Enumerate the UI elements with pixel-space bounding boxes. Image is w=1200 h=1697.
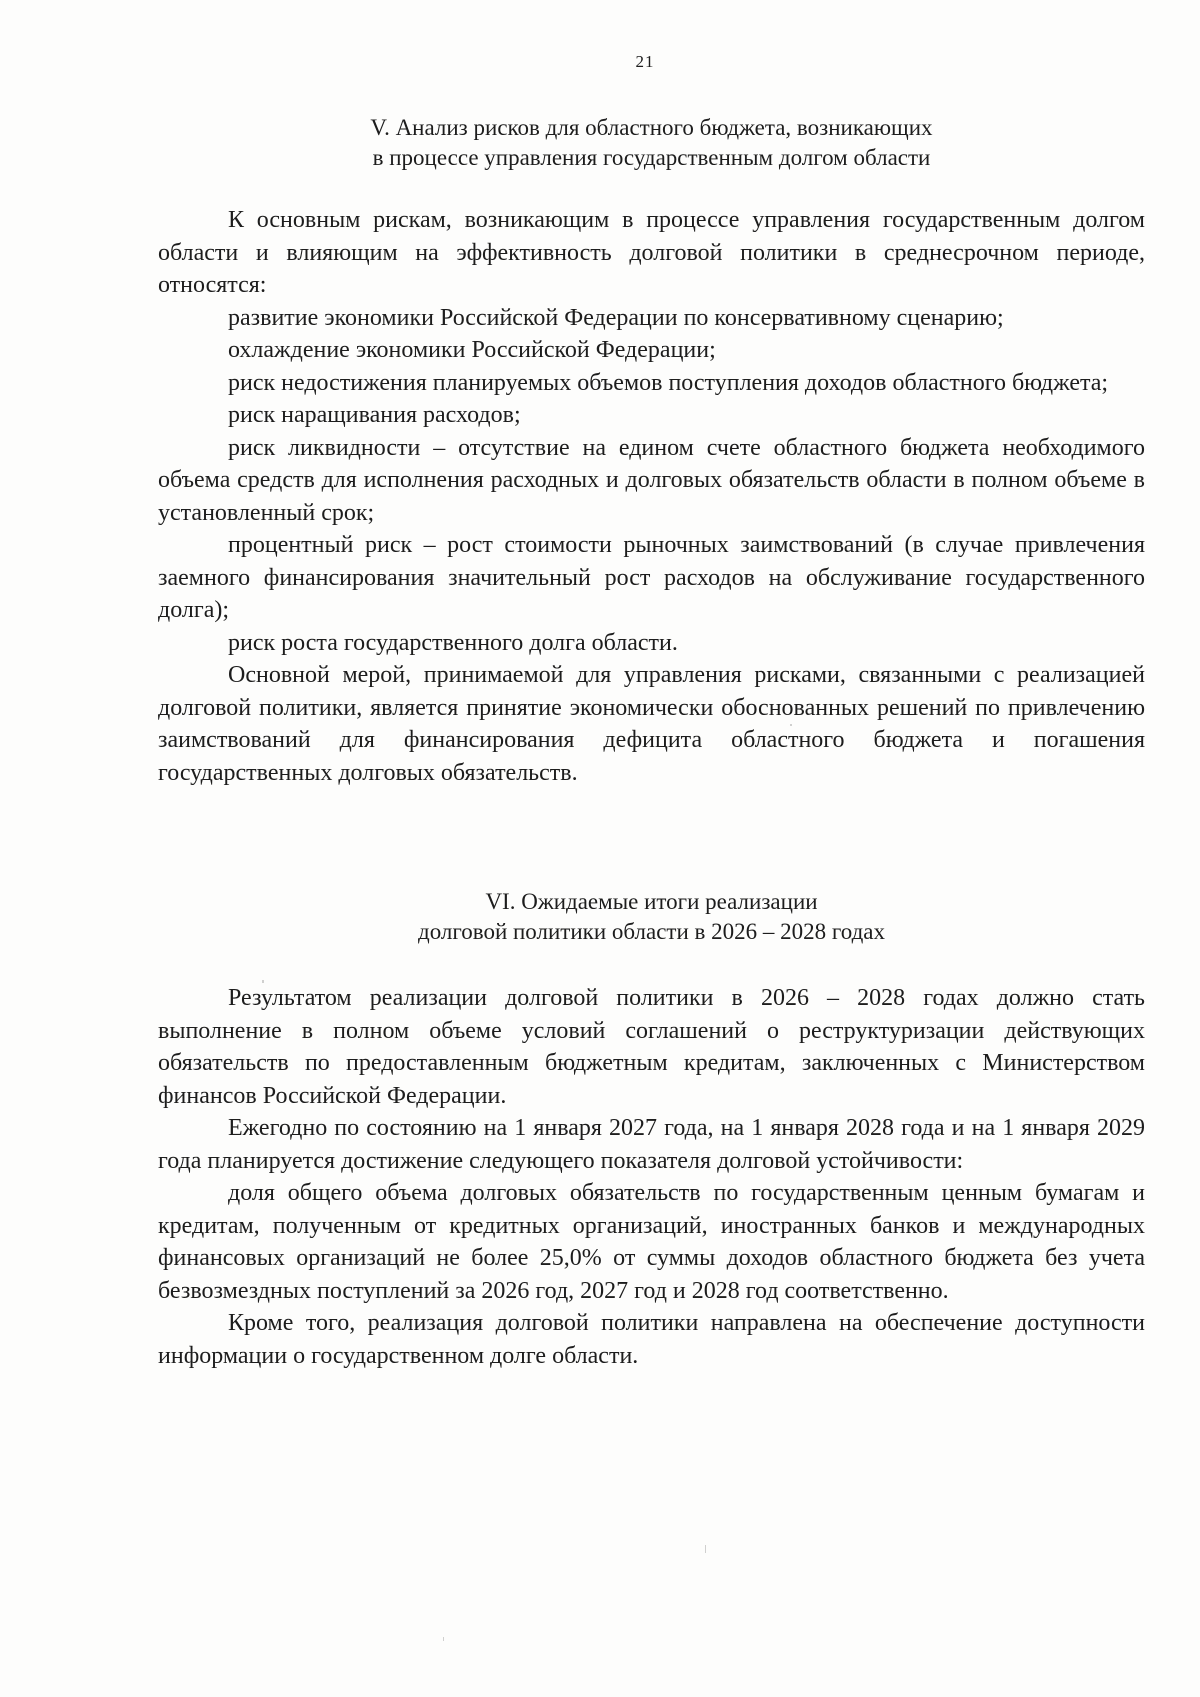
section-6-heading-line-1: VI. Ожидаемые итоги реализации [485, 889, 818, 914]
scan-speck [443, 1637, 444, 1641]
paragraph: К основным рискам, возникающим в процессе управления государственным долгом области и влияющим на эффективность долговой политики в среднесрочном периоде, относятся: [158, 207, 1145, 298]
section-5-heading-line-2: в процессе управления государственным долгом области [372, 145, 931, 170]
paragraph: Основной мерой, принимаемой для управления рисками, связанными с реализацией долговой политики, является принятие экономически обоснованных решений по привлечению заимствований для финансирования дефицита областного бюджета и погашения государственных долговых обязательств. [158, 662, 1145, 786]
section-5-heading [158, 113, 1145, 173]
section-6-body [158, 982, 1145, 1372]
paragraph: риск наращивания расходов; [228, 402, 521, 428]
scan-speck [262, 980, 264, 983]
paragraph: развитие экономики Российской Федерации по консервативному сценарию; [228, 304, 1004, 331]
section-5-body [158, 204, 1145, 789]
paragraph: охлаждение экономики Российской Федерации; [228, 337, 716, 363]
section-5-heading-line-1: V. Анализ рисков для областного бюджета, возникающих [370, 115, 933, 140]
paragraph: риск ликвидности – отсутствие на едином счете областного бюджета необходимого объема средств для исполнения расходных и долговых обязательств области в полном объеме в установленный срок; [158, 434, 1145, 526]
paragraph: процентный риск – рост стоимости рыночных заимствований (в случае привлечения заемного финансирования значительный рост расходов на обслуживание государственного долга); [158, 532, 1145, 623]
page-number: 21 [635, 52, 655, 71]
scan-speck [705, 1545, 706, 1553]
paragraph: Результатом реализации долговой политики в 2026 – 2028 годах должно стать выполнение в полном объеме условий соглашений о реструктуризации действующих обязательств по предоставленным бюджетным кредитам, заключенных с Министерством финансов Российской Федерации. [158, 985, 1145, 1109]
paragraph: доля общего объема долговых обязательств по государственным ценным бумагам и кредитам, полученным от кредитных организаций, иностранных банков и международных финансовых организаций не более 25,0% от суммы доходов областного бюджета без учета безвозмездных поступлений за 2026 год, 2027 год и 2028 год соответственно. [158, 1180, 1145, 1304]
paragraph: Кроме того, реализация долговой политики направлена на обеспечение доступности информации о государственном долге области. [158, 1310, 1145, 1369]
section-6-heading [158, 887, 1145, 947]
section-6-heading-line-2: долговой политики области в 2026 – 2028 годах [418, 919, 885, 944]
paragraph: Ежегодно по состоянию на 1 января 2027 года, на 1 января 2028 года и на 1 января 2029 года планируется достижение следующего показателя долговой устойчивости: [158, 1115, 1145, 1174]
scan-speck [790, 724, 792, 726]
paragraph: риск роста государственного долга области. [228, 629, 678, 656]
paragraph: риск недостижения планируемых объемов поступления доходов областного бюджета; [228, 369, 1109, 396]
